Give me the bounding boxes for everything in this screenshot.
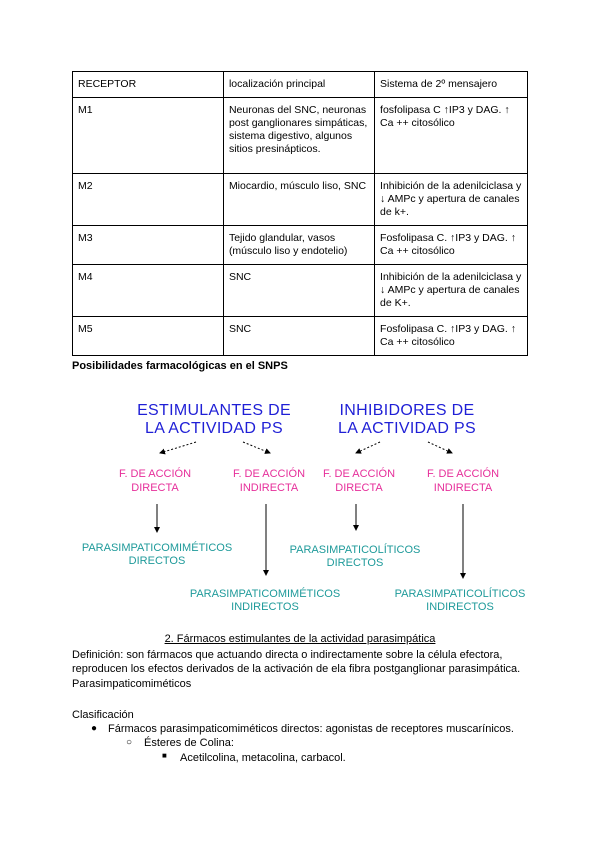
pm-indirectos-l1: PARASIMPATICOMIMÉTICOS — [189, 588, 341, 600]
pm-indirectos-l2: INDIRECTOS — [231, 601, 299, 613]
table-cell: M3 — [73, 226, 224, 265]
pl-indirectos-l2: INDIRECTOS — [426, 601, 494, 613]
inhibitors-label-line1: INHIBIDORES DE — [339, 402, 475, 419]
table-row — [73, 317, 528, 356]
inhib-accion-indirecta — [408, 467, 518, 495]
table-header-row — [73, 72, 528, 98]
table-cell: Fosfolipasa C. ↑IP3 y DAG. ↑ Ca ++ citosólico — [375, 317, 528, 356]
inhib-accion-indirecta-l2: INDIRECTA — [433, 482, 493, 494]
clasificacion-label: Clasificación — [72, 709, 134, 721]
bullet-square-icon: ■ — [162, 751, 167, 760]
pm-directos-l2: DIRECTOS — [128, 555, 186, 567]
stimulants-label-line1: ESTIMULANTES DE — [137, 402, 291, 419]
inhib-accion-directa-l2: DIRECTA — [335, 482, 383, 494]
table-header-localizacion: localización principal — [223, 72, 374, 98]
inhib-accion-directa-l1: F. DE ACCIÓN — [322, 468, 396, 480]
stim-accion-indirecta-l2: INDIRECTA — [239, 482, 299, 494]
pharmacology-diagram — [0, 390, 600, 630]
definition-line-2: reproducen los efectos derivados de la activación de ela fibra postganglionar parasimpática. — [72, 663, 521, 675]
section-heading-2: 2. Fármacos estimulantes de la actividad parasimpática — [164, 633, 436, 645]
table-cell: Miocardio, músculo liso, SNC — [223, 174, 374, 226]
table-cell: M2 — [73, 174, 224, 226]
pl-indirectos-label — [385, 588, 535, 614]
stimulants-label-line2: LA ACTIVIDAD PS — [145, 420, 283, 437]
table-row — [73, 174, 528, 226]
inhib-accion-indirecta-l1: F. DE ACCIÓN — [426, 468, 500, 480]
section-title: Posibilidades farmacológicas en el SNPS — [72, 360, 288, 372]
stim-accion-directa-l2: DIRECTA — [131, 482, 179, 494]
pl-directos-l2: DIRECTOS — [326, 557, 384, 569]
table-cell: SNC — [223, 265, 374, 317]
inhib-accion-directa — [304, 467, 414, 495]
bullet-circle-icon: ○ — [126, 737, 133, 748]
table-cell: Inhibición de la adenilciclasa y ↓ AMPc y apertura de canales de K+. — [375, 265, 528, 317]
table-cell: Inhibición de la adenilciclasa y ↓ AMPc y apertura de canales de k+. — [375, 174, 528, 226]
table-cell: Neuronas del SNC, neuronas post ganglionares simpáticas, sistema digestivo, algunos sitios presinápticos. — [223, 98, 374, 174]
list-item: Acetilcolina, metacolina, carbacol. — [180, 752, 346, 764]
table-cell: M1 — [73, 98, 224, 174]
inhibitors-label — [307, 402, 507, 438]
pm-directos-label — [72, 542, 242, 568]
arrow-inhib-to-indirect — [428, 442, 452, 453]
table-header-mensajero: Sistema de 2º mensajero — [375, 72, 528, 98]
arrow-stim-to-indirect — [243, 442, 270, 453]
definition-line-3: Parasimpaticomiméticos — [72, 678, 192, 690]
receptor-table — [72, 71, 528, 356]
table-cell: Tejido glandular, vasos (músculo liso y endotelio) — [223, 226, 374, 265]
definition-line-1: Definición: son fármacos que actuando directa o indirectamente sobre la célula efectora, — [72, 649, 503, 661]
pm-directos-l1: PARASIMPATICOMIMÉTICOS — [81, 542, 233, 554]
list-item: Ésteres de Colina: — [144, 737, 234, 749]
arrow-stim-to-direct — [160, 442, 196, 453]
stimulants-label — [114, 402, 314, 438]
table-row — [73, 265, 528, 317]
pl-indirectos-l1: PARASIMPATICOLÍTICOS — [394, 588, 526, 600]
table-row — [73, 226, 528, 265]
table-row — [73, 98, 528, 174]
stim-accion-directa-l1: F. DE ACCIÓN — [118, 468, 192, 480]
table-cell: M4 — [73, 265, 224, 317]
inhibitors-label-line2: LA ACTIVIDAD PS — [338, 420, 476, 437]
table-cell: fosfolipasa C ↑IP3 y DAG. ↑ Ca ++ citosólico — [375, 98, 528, 174]
pm-indirectos-label — [180, 588, 350, 614]
table-cell: SNC — [223, 317, 374, 356]
stim-accion-indirecta-l1: F. DE ACCIÓN — [232, 468, 306, 480]
table-cell: Fosfolipasa C. ↑IP3 y DAG. ↑ Ca ++ citosólico — [375, 226, 528, 265]
pl-directos-l1: PARASIMPATICOLÍTICOS — [289, 544, 421, 556]
pl-directos-label — [280, 544, 430, 570]
arrow-inhib-to-direct — [356, 442, 380, 453]
table-header-receptor: RECEPTOR — [73, 72, 224, 98]
list-item: Fármacos parasimpaticomiméticos directos: agonistas de receptores muscarínicos. — [108, 723, 514, 735]
table-cell: M5 — [73, 317, 224, 356]
bullet-disc-icon: ● — [91, 723, 98, 734]
stim-accion-directa — [100, 467, 210, 495]
